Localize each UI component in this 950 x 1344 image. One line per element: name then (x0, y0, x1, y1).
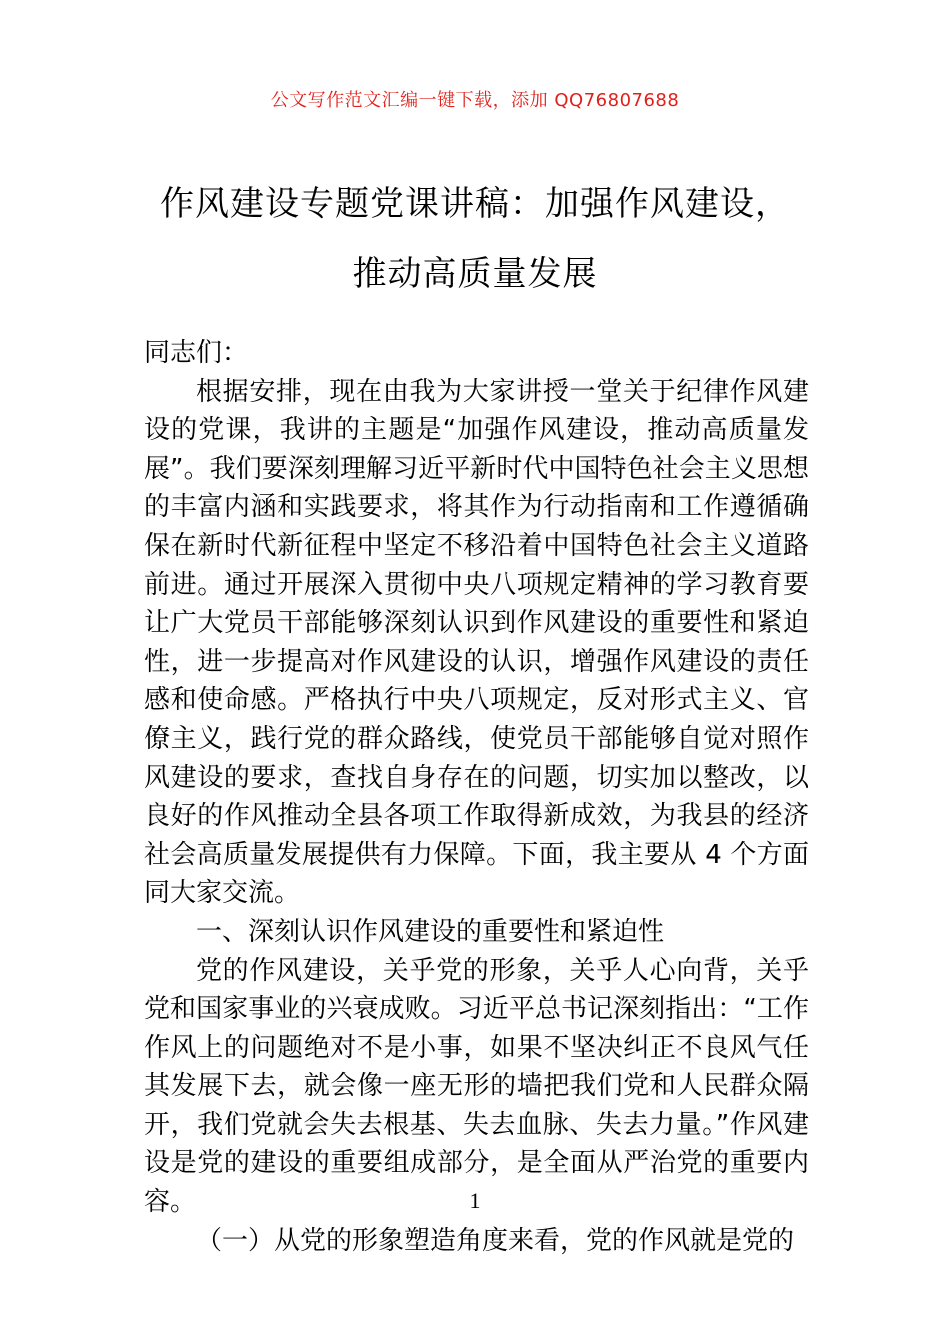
subsection-1-paragraph: （一）从党的形象塑造角度来看，党的作风就是党的 (196, 1225, 795, 1256)
section-1-paragraph: 党的作风建设，关乎党的形象，关乎人心向背，关乎党和国家事业的兴衰成败。习近平总书记深刻指出：“工作作风上的问题绝对不是小事，如果不坚决纠正不良风气任其发展下去，就会像一座无形的墙把我们党和人民群众隔开，我们党就会失去根基、失去血脉、失去力量。”作风建设是党的建设的重要组成部分，是全面从严治党的重要内容。 (144, 955, 809, 1218)
salutation: 同志们： (144, 338, 249, 368)
page-number: 1 (469, 1188, 481, 1213)
document-body (144, 334, 809, 1260)
download-promo-note: 公文写作范文汇编一键下载，添加 QQ76807688 (270, 90, 680, 111)
section-heading-1: 一、深刻认识作风建设的重要性和紧迫性 (196, 916, 665, 947)
document-title-line-1: 作风建设专题党课讲稿：加强作风建设， (160, 184, 790, 224)
document-title-line-2: 推动高质量发展 (352, 254, 598, 294)
intro-paragraph: 根据安排，现在由我为大家讲授一堂关于纪律作风建设的党课，我讲的主题是“加强作风建设，推动高质量发展”。我们要深刻理解习近平新时代中国特色社会主义思想的丰富内涵和实践要求，将其作为行动指南和工作遵循确保在新时代新征程中坚定不移沿着中国特色社会主义道路前进。通过开展深入贯彻中央八项规定精神的学习教育要让广大党员干部能够深刻认识到作风建设的重要性和紧迫性，进一步提高对作风建设的认识，增强作风建设的责任感和使命感。严格执行中央八项规定，反对形式主义、官僚主义，践行党的群众路线，使党员干部能够自觉对照作风建设的要求，查找自身存在的问题，切实加以整改，以良好的作风推动全县各项工作取得新成效，为我县的经济社会高质量发展提供有力保障。下面，我主要从 4 个方面同大家交流。 (144, 376, 809, 909)
